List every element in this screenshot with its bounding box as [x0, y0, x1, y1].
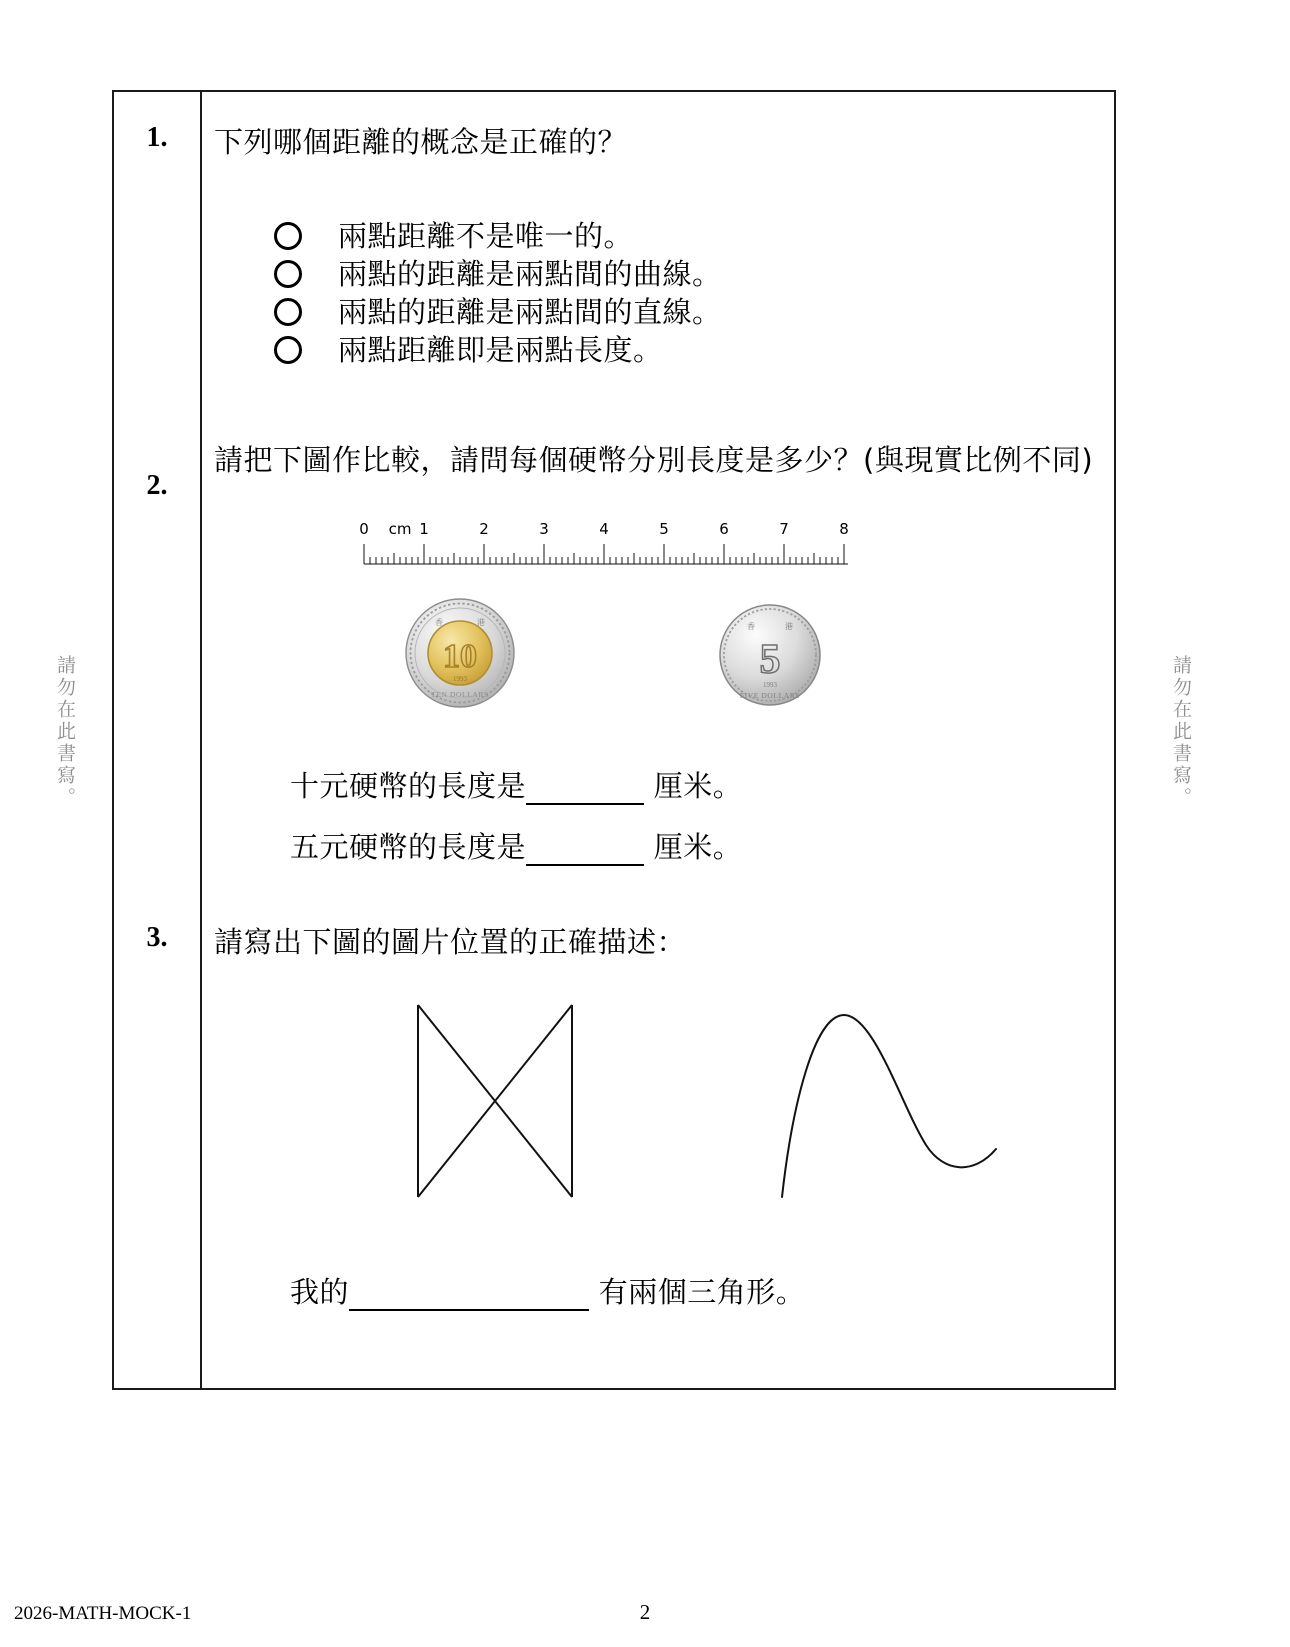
option-label: 兩點距離不是唯一的。: [338, 218, 634, 253]
svg-text:港: 港: [785, 622, 793, 631]
svg-text:香: 香: [435, 618, 443, 627]
ruler-tick-label: 8: [839, 520, 849, 538]
five-dollar-length-blank-row: [290, 825, 742, 866]
svg-text:1993: 1993: [453, 675, 467, 683]
radio-button-icon[interactable]: [274, 260, 302, 288]
radio-button-icon[interactable]: [274, 336, 302, 364]
figures-svg: [374, 997, 1054, 1212]
blank-prefix-label: 十元硬幣的長度是: [290, 769, 527, 803]
radio-button-icon[interactable]: [274, 222, 302, 250]
question-1-options: [274, 217, 722, 369]
svg-text:1993: 1993: [763, 681, 777, 689]
ruler-scale-icon: [360, 542, 852, 568]
answer-suffix-label: 有兩個三角形。: [598, 1275, 806, 1309]
option-row[interactable]: [274, 293, 722, 331]
ruler-tick-labels: [360, 520, 850, 542]
ruler-tick-label: 0: [359, 520, 369, 538]
question-number-column-divider: [200, 92, 202, 1388]
option-row[interactable]: [274, 255, 722, 293]
answer-prefix-label: 我的: [290, 1275, 350, 1309]
option-row[interactable]: [274, 217, 722, 255]
side-note-left: 請勿在此書寫。: [54, 655, 76, 809]
ten-dollar-coin: [404, 597, 516, 709]
ruler-tick-label: 5: [659, 520, 669, 538]
svg-text:5: 5: [759, 637, 781, 683]
coins-figure: [360, 597, 860, 722]
option-label: 兩點的距離是兩點間的直線。: [338, 294, 722, 329]
ten-dollar-length-blank-row: [290, 764, 742, 805]
ruler-tick-label: 2: [479, 520, 489, 538]
question-1-number: 1.: [146, 122, 168, 153]
option-label: 兩點距離即是兩點長度。: [338, 332, 663, 367]
option-row[interactable]: [274, 331, 722, 369]
ruler-figure: [360, 520, 850, 568]
ruler-unit-label: cm: [388, 520, 412, 538]
svg-text:FIVE DOLLARS: FIVE DOLLARS: [739, 691, 801, 700]
svg-text:港: 港: [477, 618, 485, 627]
exam-question-frame: [112, 90, 1116, 1390]
bowtie-figure: [418, 1005, 572, 1197]
question-3-number: 3.: [146, 922, 168, 953]
blank-prefix-label: 五元硬幣的長度是: [290, 830, 527, 864]
svg-text:香: 香: [747, 622, 755, 631]
ten-dollar-length-input[interactable]: [526, 775, 644, 805]
question-3-stem: 請寫出下圖的圖片位置的正確描述：: [214, 925, 687, 959]
question-3-figures: [374, 997, 1054, 1212]
footer-paper-code: 2026-MATH-MOCK-1: [14, 1603, 192, 1624]
ruler-tick-label: 1: [419, 520, 429, 538]
ruler-tick-label: 6: [719, 520, 729, 538]
question-3-answer-row: [290, 1270, 805, 1311]
svg-text:10: 10: [443, 638, 477, 675]
question-2-number: 2.: [146, 470, 168, 501]
question-2-stem: 請把下圖作比較，請問每個硬幣分別長度是多少？(與現實比例不同): [214, 443, 1094, 477]
wave-curve-figure: [782, 1015, 996, 1197]
five-dollar-coin: [718, 603, 822, 707]
side-note-right: 請勿在此書寫。: [1170, 655, 1192, 809]
ruler-tick-label: 7: [779, 520, 789, 538]
footer-page-number: 2: [639, 1600, 651, 1624]
radio-button-icon[interactable]: [274, 298, 302, 326]
five-dollar-length-input[interactable]: [526, 836, 644, 866]
option-label: 兩點的距離是兩點間的曲線。: [338, 256, 722, 291]
blank-suffix-label: 厘米。: [653, 769, 743, 803]
ruler-tick-label: 4: [599, 520, 609, 538]
blank-suffix-label: 厘米。: [653, 830, 743, 864]
question-3-answer-input[interactable]: [349, 1281, 589, 1311]
ruler-tick-label: 3: [539, 520, 549, 538]
svg-text:TEN DOLLARS: TEN DOLLARS: [431, 690, 489, 699]
question-1-stem: 下列哪個距離的概念是正確的？: [214, 125, 628, 159]
